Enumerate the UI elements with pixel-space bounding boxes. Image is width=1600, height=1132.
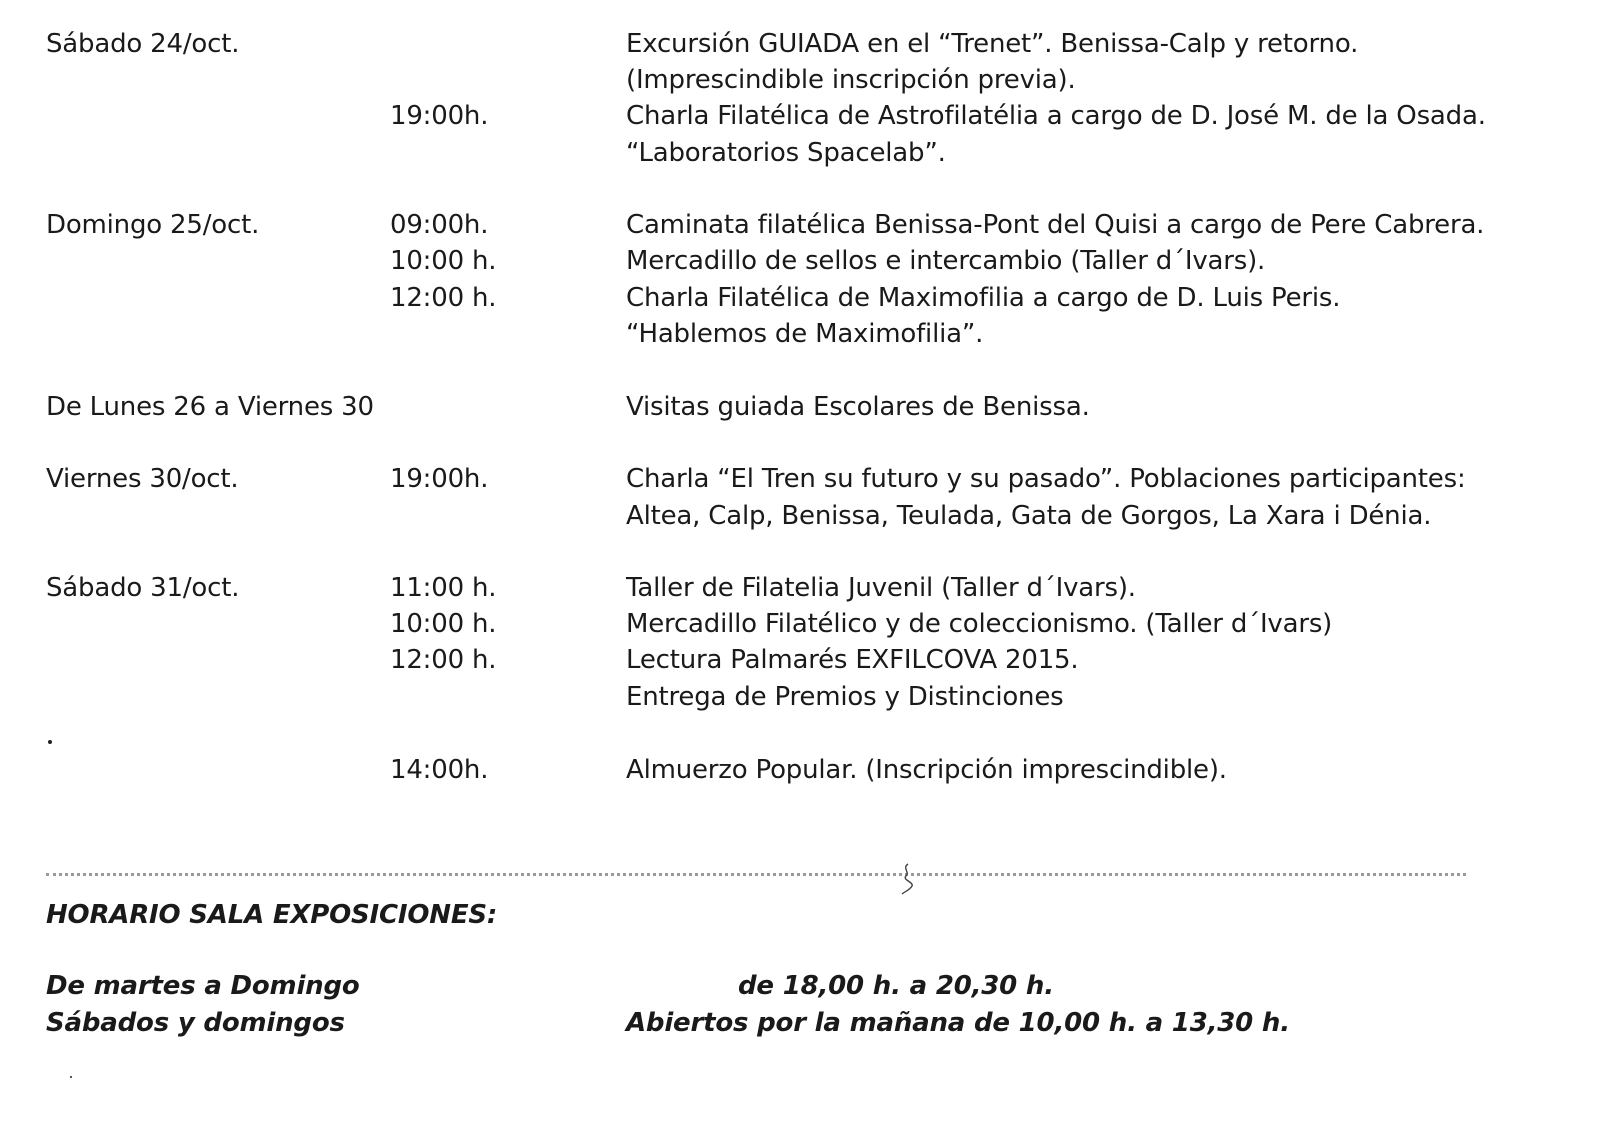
event-desc: “Laboratorios Spacelab”. <box>626 138 946 168</box>
event-desc: Charla Filatélica de Astrofilatélia a cargo de D. José M. de la Osada. <box>626 101 1486 131</box>
event-desc: Mercadillo Filatélico y de coleccionismo. (Taller d´Ivars) <box>626 609 1333 639</box>
event-desc: Visitas guiada Escolares de Benissa. <box>626 392 1090 422</box>
event-desc: “Hablemos de Maximofilia”. <box>626 319 984 349</box>
event-time: 14:00h. <box>390 755 489 785</box>
event-time: 10:00 h. <box>390 246 497 276</box>
stray-dot <box>70 1076 72 1078</box>
hours-row-value: Abiertos por la mañana de 10,00 h. a 13,30 h. <box>626 1008 1290 1038</box>
scan-mark <box>900 860 930 896</box>
event-desc: Charla “El Tren su futuro y su pasado”. Poblaciones participantes: <box>626 464 1466 494</box>
event-desc: (Imprescindible inscripción previa). <box>626 65 1076 95</box>
event-time: 12:00 h. <box>390 645 497 675</box>
hours-row-label: Sábados y domingos <box>46 1008 345 1038</box>
day-label-sat24: Sábado 24/oct. <box>46 29 240 59</box>
day-label-sat31: Sábado 31/oct. <box>46 573 240 603</box>
event-time: 09:00h. <box>390 210 489 240</box>
hours-heading: HORARIO SALA EXPOSICIONES: <box>46 900 498 930</box>
event-desc: Almuerzo Popular. (Inscripción imprescindible). <box>626 755 1227 785</box>
event-time: 19:00h. <box>390 464 489 494</box>
event-desc: Caminata filatélica Benissa-Pont del Quisi a cargo de Pere Cabrera. <box>626 210 1485 240</box>
stray-dot <box>48 740 52 744</box>
event-time: 11:00 h. <box>390 573 497 603</box>
section-divider <box>46 873 1466 876</box>
hours-row-label: De martes a Domingo <box>46 971 360 1001</box>
event-time: 19:00h. <box>390 101 489 131</box>
event-desc: Mercadillo de sellos e intercambio (Taller d´Ivars). <box>626 246 1266 276</box>
event-time: 12:00 h. <box>390 283 497 313</box>
event-desc: Altea, Calp, Benissa, Teulada, Gata de Gorgos, La Xara i Dénia. <box>626 501 1432 531</box>
day-label-weekdays: De Lunes 26 a Viernes 30 <box>46 392 374 422</box>
event-time: 10:00 h. <box>390 609 497 639</box>
event-desc: Taller de Filatelia Juvenil (Taller d´Ivars). <box>626 573 1136 603</box>
event-desc: Entrega de Premios y Distinciones <box>626 682 1064 712</box>
day-label-sun25: Domingo 25/oct. <box>46 210 260 240</box>
day-label-fri30: Viernes 30/oct. <box>46 464 239 494</box>
event-desc: Charla Filatélica de Maximofilia a cargo de D. Luis Peris. <box>626 283 1341 313</box>
event-desc: Excursión GUIADA en el “Trenet”. Benissa-Calp y retorno. <box>626 29 1359 59</box>
event-desc: Lectura Palmarés EXFILCOVA 2015. <box>626 645 1079 675</box>
hours-row-value: de 18,00 h. a 20,30 h. <box>738 971 1054 1001</box>
